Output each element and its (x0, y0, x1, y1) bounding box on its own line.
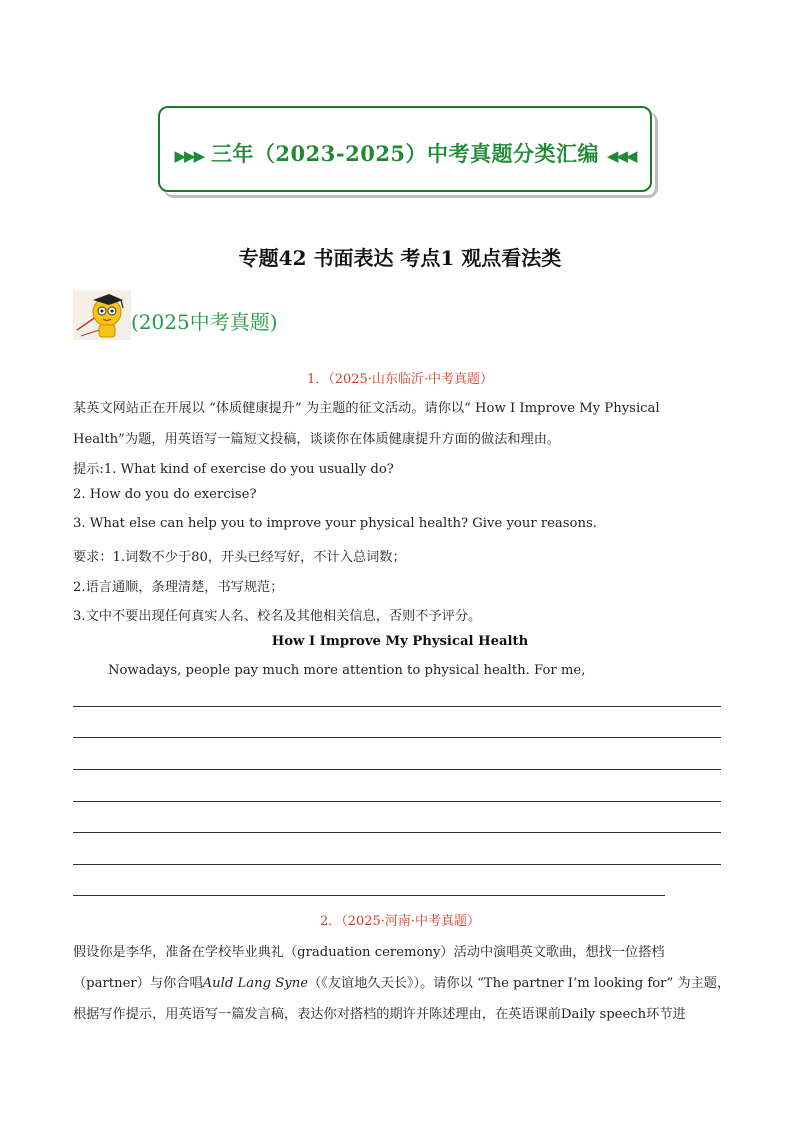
q2-line-2-start: （partner）与你合唱 (73, 976, 203, 991)
banner-right-arrows: ◀◀◀ (606, 147, 636, 165)
q1-requirement-2: 2.语言通顺，条理清楚，书写规范； (73, 580, 284, 595)
q1-hint-1: 提示:1. What kind of exercise do you usually do? (73, 462, 394, 477)
q1-prompt-line-2: Health”为题，用英语写一篇短文投稿，谈谈你在体质健康提升方面的做法和理由。 (73, 432, 561, 447)
q1-hint-2: 2. How do you do exercise? (73, 487, 257, 502)
q1-essay-opening: Nowadays, people pay much more attention to physical health. For me, (108, 663, 586, 678)
q2-line-2-end: （《友谊地久天长》）。请你以 “The partner I’m looking for” 为主题， (308, 976, 731, 991)
q2-song-title: Auld Lang Syne (202, 976, 309, 991)
q1-hint-3: 3. What else can help you to improve your physical health? Give your reasons. (73, 516, 597, 531)
section-heading: (2025中考真题) (131, 310, 278, 334)
question-1-heading: 1．（2025·山东临沂·中考真题） (306, 372, 494, 387)
banner-text (160, 138, 650, 168)
banner-title: 三年（2023-2025）中考真题分类汇编 (210, 141, 600, 166)
answer-line (73, 706, 721, 707)
banner-left-arrows: ▶▶▶ (174, 147, 204, 165)
q2-line-3: 根据写作提示，用英语写一篇发言稿，表达你对搭档的期许并陈述理由，在英语课前Daily speech环节进 (73, 1007, 686, 1022)
scholar-mascot-icon (73, 290, 131, 340)
q2-line-2 (73, 972, 730, 991)
answer-line (73, 769, 721, 770)
answer-line (73, 895, 665, 896)
answer-line (73, 864, 721, 865)
answer-line (73, 801, 721, 802)
page-title: 专题42 书面表达 考点1 观点看法类 (238, 246, 562, 270)
answer-line (73, 832, 721, 833)
q2-line-1: 假设你是李华，准备在学校毕业典礼（graduation ceremony）活动中演唱英文歌曲，想找一位搭档 (73, 945, 665, 960)
q1-requirement-1: 要求：1.词数不少于80，开头已经写好，不计入总词数； (73, 550, 406, 565)
q1-essay-title: How I Improve My Physical Health (271, 634, 529, 649)
series-banner (158, 106, 652, 192)
answer-line (73, 737, 721, 738)
question-2-heading: 2．（2025·河南·中考真题） (319, 914, 481, 929)
q1-prompt-line-1: 某英文网站正在开展以 “体质健康提升” 为主题的征文活动。请你以“ How I Improve My Physical (73, 401, 660, 416)
q1-requirement-3: 3.文中不要出现任何真实人名、校名及其他相关信息，否则不予评分。 (73, 609, 482, 624)
